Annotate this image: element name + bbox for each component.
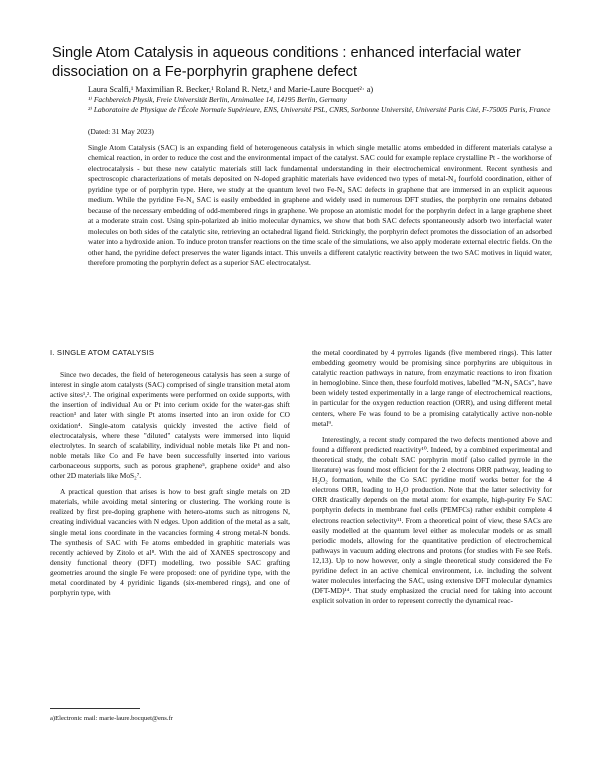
section-heading: I. SINGLE ATOM CATALYSIS — [50, 348, 155, 357]
footnote-divider — [50, 708, 140, 709]
abstract: Single Atom Catalysis (SAC) is an expanding field of heterogeneous catalysis in which single metallic atoms embedded in different materials catalyse a chemical reaction, in order to reduce the cost and the environmental impact of the catalyst. SAC could for example replace crystalline Pt - the workhorse of electrocatalysis - but these new catalytic materials still lack fundamental understanding in their electrochemical environment. Recent synthesis and spectroscopic characterizations of metals deposited on N-doped graphitic materials have evidenced two types of metal-N₄ fourfold coordination, either of pyridine type or of porphyrin type. Here, we study at the quantum level two Fe-N₄ SAC defects in graphene that are immersed in an explicit aqueous medium. While the pyridine Fe-N₄ SAC is easily embedded in graphene and widely used in numerous DFT studies, the porphyrin one remains debated because of the necessary embedding of odd-membered rings in graphene. We propose an atomistic model for the porphyrin defect in a large graphene sheet at a moderate strain cost. Using spin-polarized ab initio molecular dynamics, we show that both SAC defects spontaneously adsorb two interfacial water molecules on both sides of the catalytic site, retrieving an octahedral ligand field. Strickingly, the porphyrin defect promotes the dissociation of an adsorbed water into a hydroxide anion. To induce proton transfer reactions on the time scale of the simulations, we also apply moderate external electric fields. On the other hand, the pyridine defect preserves the water ligands intact. This unveils a different catalytic reactivity between the two SAC motives in liquid water, therefore promoting the porphyrin defect as a superior SAC electrocatalyst. — [88, 143, 552, 267]
author-list: Laura Scalfi,¹ Maximilian R. Becker,¹ Roland R. Netz,¹ and Marie-Laure Bocquet²· a) — [88, 85, 374, 94]
paper-title: Single Atom Catalysis in aqueous conditions : enhanced interfacial water dissociation on a Fe-porphyrin graphene defect — [52, 45, 521, 80]
affiliation-1: ¹⁾ Fachbereich Physik, Freie Universität Berlin, Arnimallee 14, 14195 Berlin, Germany — [88, 95, 347, 104]
affiliation-2: ²⁾ Laboratoire de Physique de l'École Normale Supérieure, ENS, Université PSL, CNRS, Sorbonne Université, Université Paris Cité, F-75005 Paris, France — [88, 105, 551, 114]
left-column — [50, 348, 290, 598]
paragraph: Since two decades, the field of heterogeneous catalysis has seen a surge of interest in single atom catalysts (SAC) comprised of single transition metal atom active sites¹,². The original experiments were performed on oxide supports, with the insertion of individual Au or Pt into cerium oxide for the water-gas shift reaction³ and later with single Pt atoms inserted into an iron oxide for CO oxidation⁴. Single-atom catalysis quickly invested the active field of electrocatalysis, where these "diluted" catalysts were immersed into liquid electrolytes. In search of scalability, individual noble metals like Pt and non-noble metals like Co and Fe have been successfully inserted into various carbonaceous supports, such as porous graphene⁵, graphene oxide⁶ and also other 2D materials like MoS₂⁷. — [50, 370, 290, 481]
date-line: (Dated: 31 May 2023) — [88, 127, 154, 136]
footnote-email: a)Electronic mail: marie-laure.bocquet@ens.fr — [50, 715, 173, 722]
paragraph: Interestingly, a recent study compared the two defects mentioned above and found a different predicted reactivity¹⁰. Indeed, by a combined experimental and theoretical study, the cobalt SAC porphyrin motif (also called pyrrole in the literature) was found most efficient for the 2 electrons ORR pathway, leading to H₂O₂ formation, while the Co SAC pyridine motif works better for the 4 electrons ORR, leading to H₂O production. Note that the latter selectivity for ORR drastically depends on the metal atom: for example, high-purity Fe SAC porphyrin defects in membrane fuel cells (PEMFCs) rather exhibit complete 4 electrons reaction selectivity¹¹. From a theoretical point of view, these SACs are easily modelled at the quantum level either as molecular models or as small periodic models, allowing for the quantitative prediction of electrochemical pathways in vacuum adding electrons and protons (for studies with Fe see Refs. 12,13). Up to now however, only a single theoretical study considered the Fe pyridine defect in an active chemical environment, i.e. including the solvent water molecules interfacing the SAC, using extensive DFT molecular dynamics (DFT-MD)¹⁴. That study emphasized the crucial need for taking into account explicit solvation in order to represent correctly the dynamical reac- — [312, 434, 552, 606]
right-column — [312, 348, 552, 606]
paragraph: the metal coordinated by 4 pyrroles ligands (five membered rings). This latter embedding geometry would be promising since porphyrins are ubiquitous in catalytic reaction pathways in nature, from enzymatic reactions to iron fixation in hemoglobine. Since then, these fourfold motives, labelled "M-N₄ SACs", have been widely tested experimentally in a large range of electrochemical reactions, in particular for the oxygen reduction reaction (ORR), and using different metal centers, where Fe was found to be a promising catalytically active non-noble metal⁹. — [312, 348, 552, 428]
affiliations — [88, 95, 558, 115]
paragraph: A practical question that arises is how to best graft single metals on 2D materials, while avoiding metal sintering or clustering. The working route is realized by first pre-doping graphene with hetero-atoms such as nitrogens N, creating individual vacancies with N edges. Upon addition of the metal as a salt, single metal ions coordinate in the vacancies forming 4 strong metal-N bonds. The synthesis of SAC with Fe atoms embedded in graphitic materials was recently achieved by Zitolo et al⁸. With the aid of XANES spectroscopy and density functional theory (DFT) modelling, two possible SAC grafting geometries around the single Fe were proposed: one of pyridine type, with the metal coordinated by 4 pyridinic ligands (six-membered rings), and one of porphyrin type, with — [50, 487, 290, 598]
